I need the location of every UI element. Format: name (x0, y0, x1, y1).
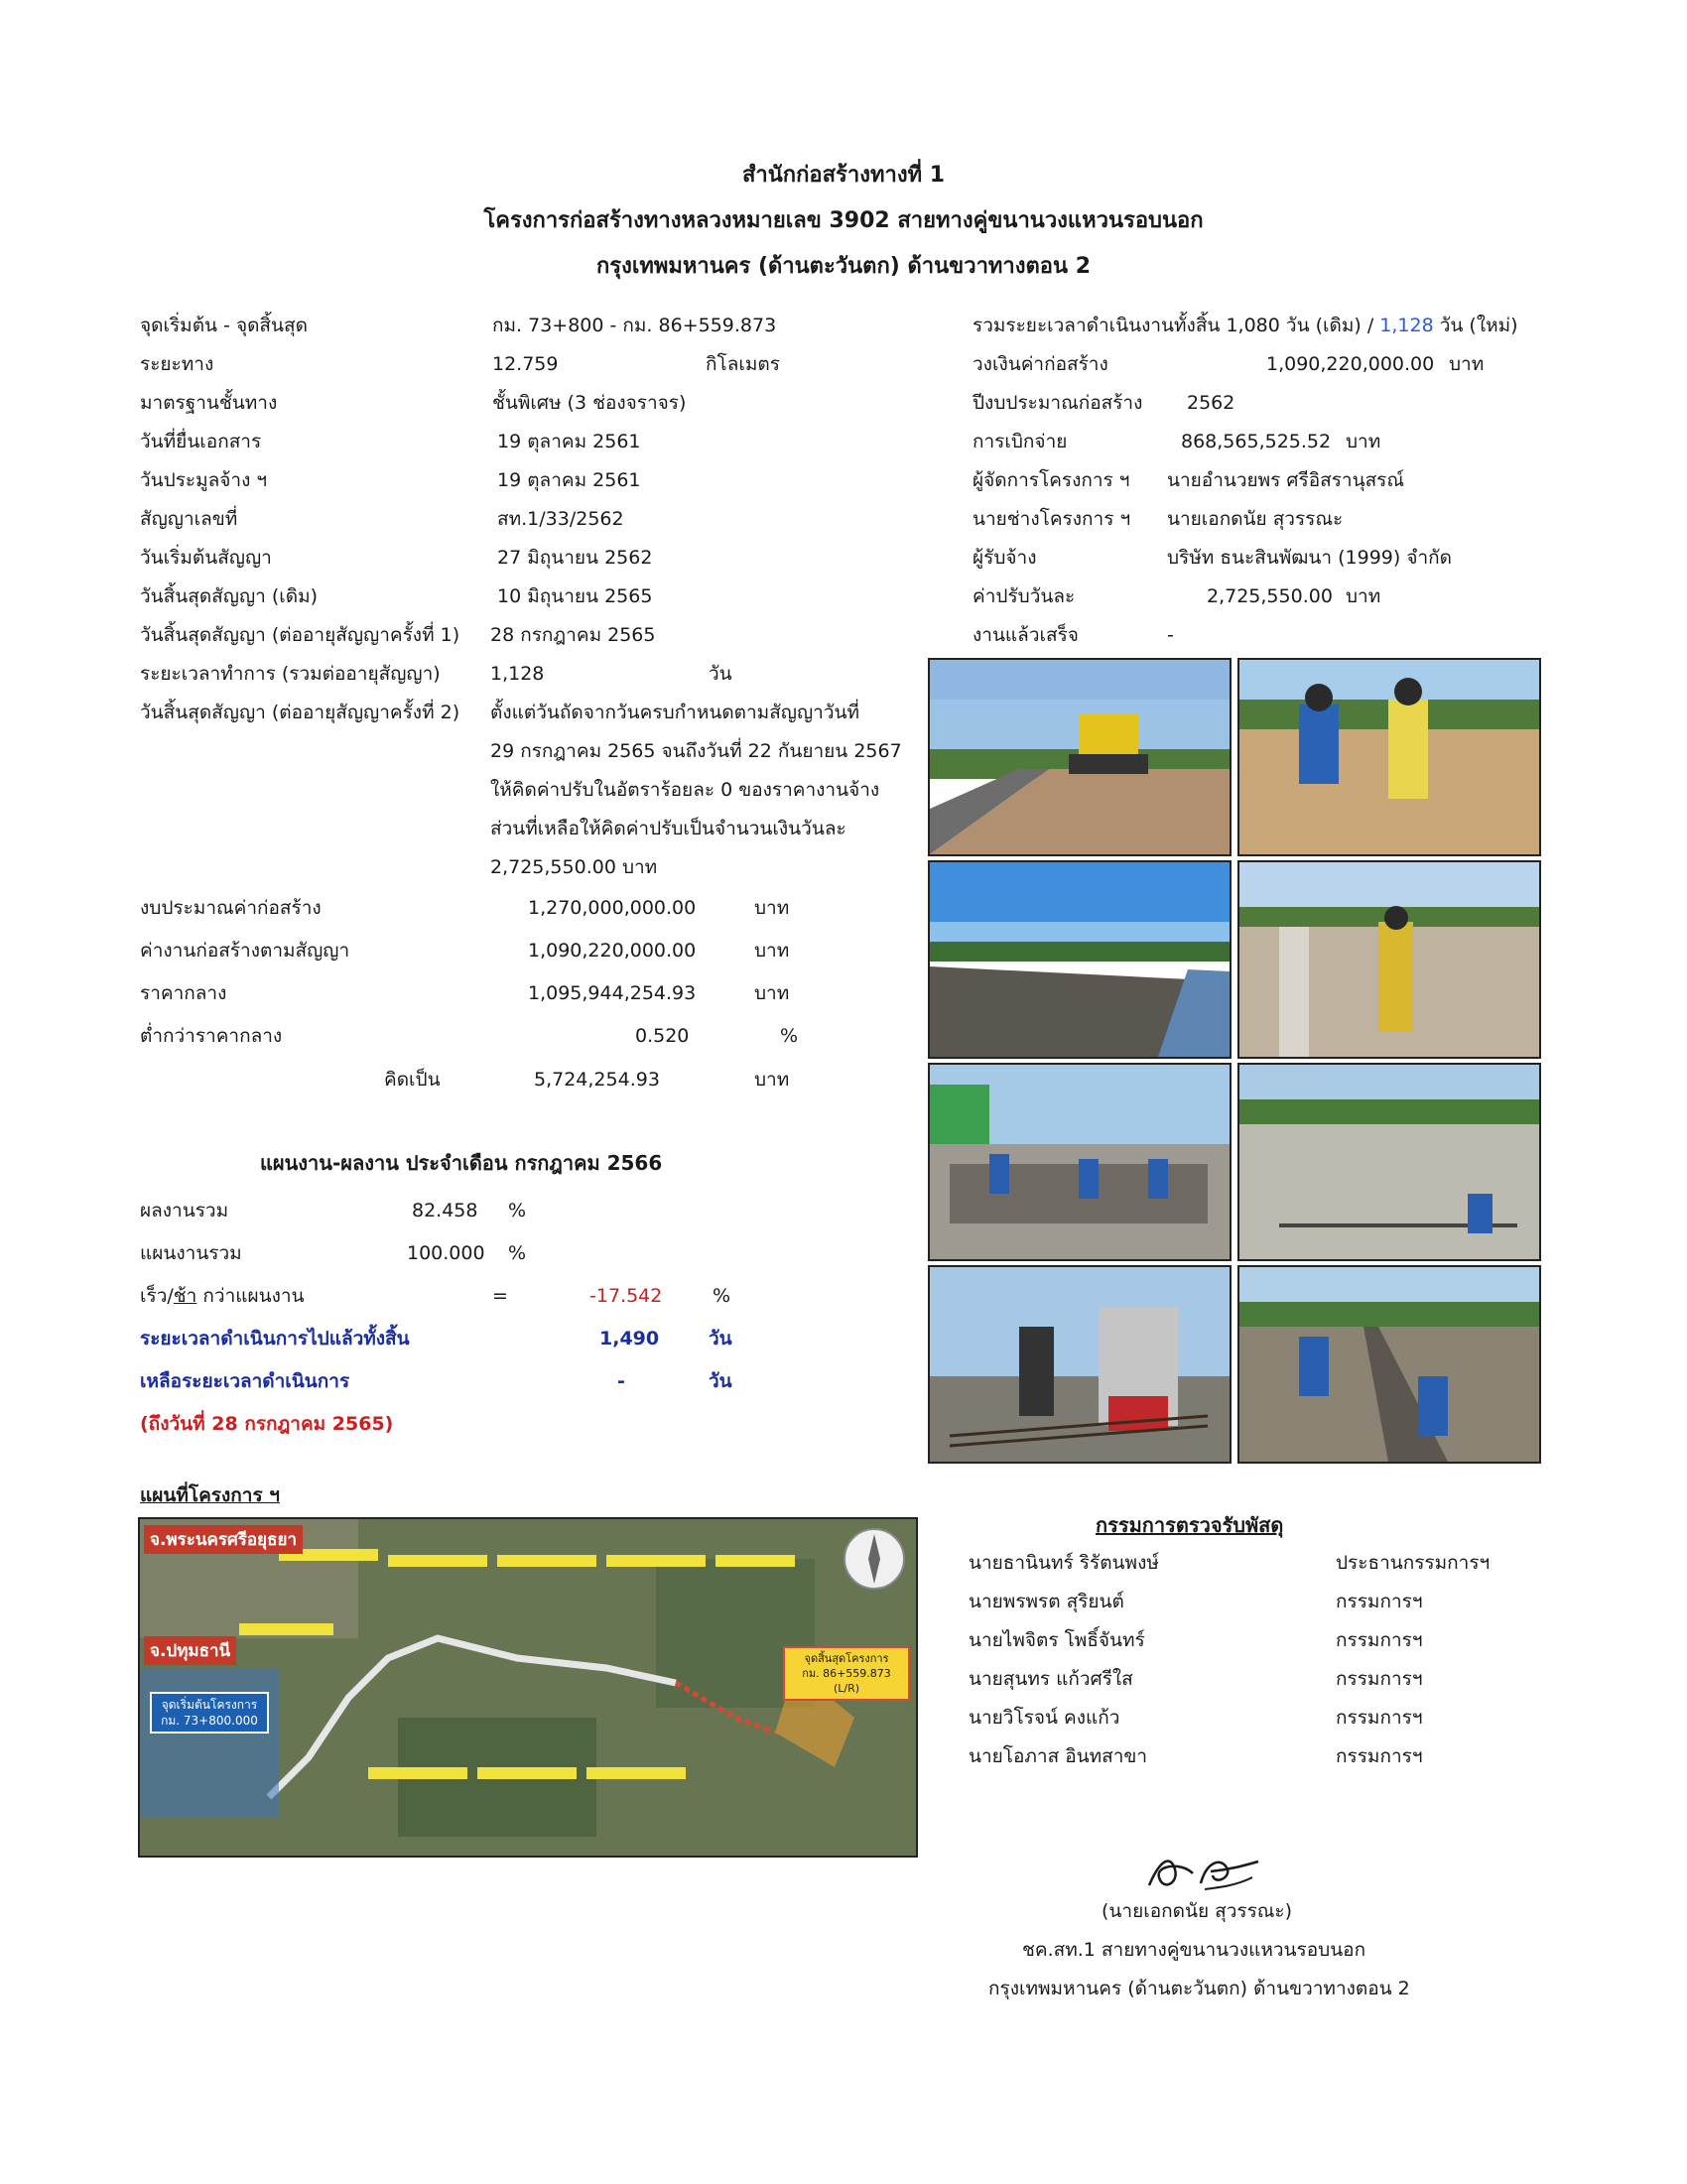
info-value: 19 ตุลาคม 2561 (497, 431, 641, 452)
elapsed-label: ระยะเวลาดำเนินการไปแล้วทั้งสิ้น (140, 1328, 410, 1349)
info-label: วันประมูลจ้าง ฯ (140, 469, 268, 491)
right-label: ผู้จัดการโครงการ ฯ (973, 469, 1130, 491)
work-done-label: ผลงานรวม (140, 1200, 229, 1221)
site-photo-concrete-paving (928, 1063, 1232, 1261)
committee-member-name: นายธานินทร์ ริรัตนพงษ์ (969, 1552, 1159, 1574)
info-value: 27 มิถุนายน 2562 (497, 547, 653, 569)
budget-label: ต่ำกว่าราคากลาง (140, 1025, 283, 1047)
project-map (138, 1517, 918, 1858)
committee-member-name: นายไพจิตร โพธิ์จันทร์ (969, 1629, 1145, 1651)
right-value: - (1167, 624, 1174, 646)
committee-heading: กรรมการตรวจรับพัสดุ (1096, 1513, 1284, 1537)
diff-label-slow: ช้า (173, 1285, 197, 1307)
committee-member-name: นายพรพรต สุริยนต์ (969, 1591, 1124, 1612)
total-duration (973, 314, 1518, 337)
info-label: มาตรฐานชั้นทาง (140, 392, 278, 414)
remaining-unit: วัน (709, 1370, 732, 1392)
info-value: 12.759 (492, 353, 559, 375)
map-start-title: จุดเริ่มต้นโครงการ (161, 1698, 258, 1712)
info-label: วันเริ่มต้นสัญญา (140, 547, 272, 569)
right-value: บริษัท ธนะสินพัฒนา (1999) จำกัด (1167, 547, 1452, 569)
elapsed-unit: วัน (709, 1328, 732, 1349)
info-unit: วัน (709, 663, 732, 685)
elapsed-value: 1,490 (599, 1328, 660, 1349)
site-photo-drainage (1237, 1265, 1541, 1464)
info-value: 19 ตุลาคม 2561 (497, 469, 641, 491)
committee-member-role: กรรมการฯ (1336, 1668, 1423, 1690)
signer-name: (นายเอกดนัย สุวรรณะ) (1102, 1900, 1293, 1922)
budget-unit: บาท (754, 897, 790, 919)
signer-area: กรุงเทพมหานคร (ด้านตะวันตก) ด้านขวาทางตอน 2 (988, 1978, 1410, 1999)
map-start-box (150, 1692, 269, 1734)
right-label: การเบิกจ่าย (973, 431, 1068, 452)
right-label: วงเงินค่าก่อสร้าง (973, 353, 1108, 375)
right-value: นายอำนวยพร ศรีอิสรานุสรณ์ (1167, 469, 1404, 491)
info-label: ระยะทาง (140, 353, 214, 375)
right-value: 2562 (1187, 392, 1235, 414)
site-photo-steel-reinforcement (928, 1265, 1232, 1464)
diff-unit: % (713, 1285, 731, 1307)
map-end-box (783, 1646, 910, 1701)
right-label: ค่าปรับวันละ (973, 585, 1076, 607)
budget-label: ราคากลาง (140, 982, 227, 1004)
budget-unit: บาท (754, 1069, 790, 1091)
right-value: 2,725,550.00 (1207, 585, 1333, 607)
extension2-label: วันสิ้นสุดสัญญา (ต่ออายุสัญญาครั้งที่ 2) (140, 702, 460, 723)
info-value: 28 กรกฎาคม 2565 (490, 624, 656, 646)
extension2-line: ให้คิดค่าปรับในอัตราร้อยละ 0 ของราคางานจ้าง (490, 779, 880, 801)
budget-unit: บาท (754, 982, 790, 1004)
right-value: นายเอกดนัย สุวรรณะ (1167, 508, 1344, 530)
diff-value: -17.542 (589, 1285, 663, 1307)
info-value: ชั้นพิเศษ (3 ช่องจราจร) (492, 392, 687, 414)
committee-member-role: กรรมการฯ (1336, 1591, 1423, 1612)
info-unit: กิโลเมตร (706, 353, 780, 375)
remaining-value: - (617, 1370, 625, 1392)
right-label: ผู้รับจ้าง (973, 547, 1037, 569)
plan-label: แผนงานรวม (140, 1242, 242, 1264)
map-heading: แผนที่โครงการ ฯ (140, 1484, 280, 1506)
budget-unit: บาท (754, 940, 790, 962)
map-start-km: กม. 73+800.000 (161, 1714, 258, 1728)
extension2-line: 29 กรกฎาคม 2565 จนถึงวันที่ 22 กันยายน 2567 (490, 740, 902, 762)
info-value: 10 มิถุนายน 2565 (497, 585, 653, 607)
diff-label-fast: เร็ว/ (140, 1285, 174, 1307)
info-label: ระยะเวลาทำการ (รวมต่ออายุสัญญา) (140, 663, 441, 685)
budget-label: ค่างานก่อสร้างตามสัญญา (140, 940, 350, 962)
budget-value: 1,090,220,000.00 (528, 940, 697, 962)
total-duration-new: 1,128 (1379, 315, 1434, 336)
site-photo-concrete-finishing (1237, 1063, 1541, 1261)
info-value: สท.1/33/2562 (497, 508, 624, 530)
work-done-value: 82.458 (412, 1200, 478, 1221)
signer-position: ชค.สท.1 สายทางคู่ขนานวงแหวนรอบนอก (1022, 1939, 1366, 1961)
info-value: 1,128 (490, 663, 545, 685)
header-office: สำนักก่อสร้างทางที่ 1 (741, 163, 946, 188)
map-end-km: กม. 86+559.873 (L/R) (802, 1667, 891, 1695)
header-project: โครงการก่อสร้างทางหลวงหมายเลข 3902 สายทางคู่ขนานวงแหวนรอบนอก (483, 208, 1204, 233)
map-label-ayutthaya: จ.พระนครศรีอยุธยา (144, 1525, 303, 1554)
info-label: วันสิ้นสุดสัญญา (ต่ออายุสัญญาครั้งที่ 1) (140, 624, 460, 646)
diff-equals: = (492, 1285, 508, 1307)
committee-member-role: กรรมการฯ (1336, 1629, 1423, 1651)
map-label-pathum: จ.ปทุมธานี (144, 1636, 236, 1665)
site-photo-road-base (928, 860, 1232, 1059)
total-duration-unit: วัน (ใหม่) (1433, 315, 1518, 336)
committee-member-name: นายโอภาส อินทสาขา (969, 1745, 1148, 1767)
budget-label: งบประมาณค่าก่อสร้าง (140, 897, 322, 919)
extension2-line: ส่วนที่เหลือให้คิดค่าปรับเป็นจำนวนเงินวันละ (490, 818, 846, 839)
committee-member-role: กรรมการฯ (1336, 1707, 1423, 1729)
map-end-title: จุดสิ้นสุดโครงการ (804, 1652, 889, 1665)
info-label: จุดเริ่มต้น - จุดสิ้นสุด (140, 315, 308, 336)
budget-value: 5,724,254.93 (534, 1069, 660, 1091)
right-label: งานแล้วเสร็จ (973, 624, 1079, 646)
total-duration-old: รวมระยะเวลาดำเนินงานทั้งสิ้น 1,080 วัน (เดิม) / (973, 315, 1380, 336)
remaining-label: เหลือระยะเวลาดำเนินการ (140, 1370, 350, 1392)
site-photo-curb-work (1237, 860, 1541, 1059)
right-unit: บาท (1449, 353, 1485, 375)
budget-value: 1,095,944,254.93 (528, 982, 697, 1004)
header-area: กรุงเทพมหานคร (ด้านตะวันตก) ด้านขวาทางตอน 2 (595, 254, 1092, 279)
committee-member-name: นายวิโรจน์ คงแก้ว (969, 1707, 1120, 1729)
info-label: สัญญาเลขที่ (140, 508, 238, 530)
site-photo-surveyors (1237, 658, 1541, 856)
budget-value: 1,270,000,000.00 (528, 897, 697, 919)
info-value: กม. 73+800 - กม. 86+559.873 (492, 315, 777, 336)
right-label: นายช่างโครงการ ฯ (973, 508, 1131, 530)
right-value: 868,565,525.52 (1181, 431, 1332, 452)
progress-title: แผนงาน-ผลงาน ประจำเดือน กรกฎาคม 2566 (260, 1151, 663, 1175)
info-label: วันสิ้นสุดสัญญา (เดิม) (140, 585, 319, 607)
site-photo-roller (928, 658, 1232, 856)
diff-label-rest: กว่าแผนงาน (196, 1285, 305, 1307)
work-done-unit: % (508, 1200, 527, 1221)
right-value: 1,090,220,000.00 (1266, 353, 1435, 375)
as-of-note: (ถึงวันที่ 28 กรกฎาคม 2565) (140, 1413, 394, 1435)
budget-unit: % (780, 1025, 799, 1047)
right-unit: บาท (1346, 431, 1381, 452)
budget-value: 0.520 (635, 1025, 690, 1047)
right-unit: บาท (1346, 585, 1381, 607)
committee-member-role: ประธานกรรมการฯ (1336, 1552, 1491, 1574)
handwritten-signature (1141, 1848, 1270, 1901)
committee-member-role: กรรมการฯ (1336, 1745, 1423, 1767)
extension2-line: 2,725,550.00 บาท (490, 856, 658, 878)
plan-value: 100.000 (407, 1242, 485, 1264)
info-label: วันที่ยื่นเอกสาร (140, 431, 262, 452)
right-label: ปีงบประมาณก่อสร้าง (973, 392, 1143, 414)
plan-unit: % (508, 1242, 527, 1264)
extension2-line: ตั้งแต่วันถัดจากวันครบกำหนดตามสัญญาวันที่ (490, 702, 860, 723)
committee-member-name: นายสุนทร แก้วศรีใส (969, 1668, 1133, 1690)
diff-label (140, 1284, 305, 1308)
budget-label: คิดเป็น (384, 1069, 441, 1091)
